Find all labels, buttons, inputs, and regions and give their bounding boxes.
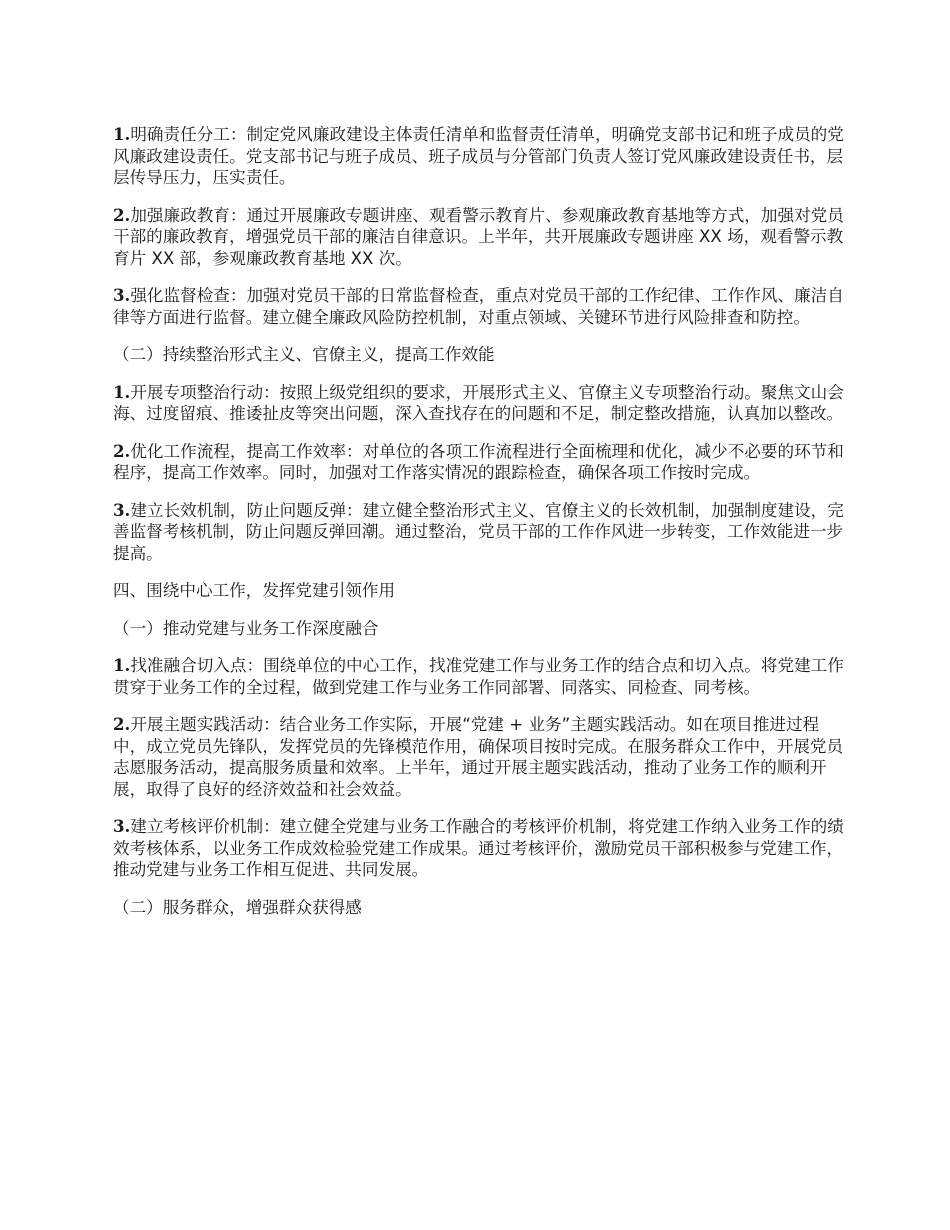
item-number: 2. (113, 714, 131, 734)
list-item (113, 500, 848, 565)
item-text: 找准融合切入点：围绕单位的中心工作，找准党建工作与业务工作的结合点和切入点。将党建工作贯穿于业务工作的全过程，做到党建工作与业务工作同部署、同落实、同检查、同考核。 (113, 656, 844, 697)
item-text: 强化监督检查：加强对党员干部的日常监督检查，重点对党员干部的工作纪律、工作作风、廉洁自律等方面进行监督。建立健全廉政风险防控机制，对重点领域、关键环节进行风险排查和防控。 (113, 286, 844, 327)
item-number: 1. (113, 655, 131, 675)
section-heading: （二）服务群众，增强群众获得感 (113, 897, 362, 917)
item-number: 1. (113, 124, 131, 144)
list-item (113, 382, 848, 425)
section-heading: （一）推动党建与业务工作深度融合 (113, 618, 379, 638)
section-heading: （二）持续整治形式主义、官僚主义，提高工作效能 (113, 345, 495, 364)
list-item (113, 655, 848, 698)
list-item (113, 124, 848, 189)
list-item (113, 714, 848, 800)
item-number: 3. (113, 816, 131, 836)
item-text: 优化工作流程，提高工作效率：对单位的各项工作流程进行全面梳理和优化，减少不必要的环节和程序，提高工作效率。同时，加强对工作落实情况的跟踪检查，确保各项工作按时完成。 (113, 441, 844, 482)
list-item (113, 816, 848, 881)
chapter-heading: 四、围绕中心工作，发挥党建引领作用 (113, 581, 396, 600)
item-text: 加强廉政教育：通过开展廉政专题讲座、观看警示教育片、参观廉政教育基地等方式，加强对党员干部的廉政教育，增强党员干部的廉洁自律意识。上半年，共开展廉政专题讲座 XX 场，观看警示教育片 XX 部，参观廉政教育基地 XX 次。 (113, 205, 844, 268)
document-body (113, 124, 848, 934)
item-text: 建立长效机制，防止问题反弹：建立健全整治形式主义、官僚主义的长效机制，加强制度建设，完善监督考核机制，防止问题反弹回潮。通过整治，党员干部的工作作风进一步转变，工作效能进一步提高。 (113, 500, 844, 563)
item-number: 2. (113, 204, 131, 225)
item-text: 建立考核评价机制：建立健全党建与业务工作融合的考核评价机制，将党建工作纳入业务工作的绩效考核体系，以业务工作成效检验党建工作成果。通过考核评价，激励党员干部积极参与党建工作，推动党建与业务工作相互促进、共同发展。 (113, 817, 844, 879)
item-number: 2. (113, 440, 131, 461)
list-item (113, 205, 848, 270)
item-number: 1. (113, 381, 131, 402)
item-text: 开展主题实践活动：结合业务工作实际，开展“党建 + 业务”主题实践活动。如在项目推进过程中，成立党员先锋队，发挥党员的先锋模范作用，确保项目按时完成。在服务群众工作中，开展党员志愿服务活动，提高服务质量和效率。上半年，通过开展主题实践活动，推动了业务工作的顺利开展，取得了良好的经济效益和社会效益。 (113, 715, 844, 799)
item-number: 3. (113, 499, 131, 520)
item-number: 3. (113, 285, 131, 305)
list-item (113, 285, 848, 328)
list-item (113, 441, 848, 484)
item-text: 明确责任分工：制定党风廉政建设主体责任清单和监督责任清单，明确党支部书记和班子成员的党风廉政建设责任。党支部书记与班子成员、班子成员与分管部门负责人签订党风廉政建设责任书，层层传导压力，压实责任。 (113, 125, 844, 187)
item-text: 开展专项整治行动：按照上级党组织的要求，开展形式主义、官僚主义专项整治行动。聚焦文山会海、过度留痕、推诿扯皮等突出问题，深入查找存在的问题和不足，制定整改措施，认真加以整改。 (113, 382, 844, 423)
